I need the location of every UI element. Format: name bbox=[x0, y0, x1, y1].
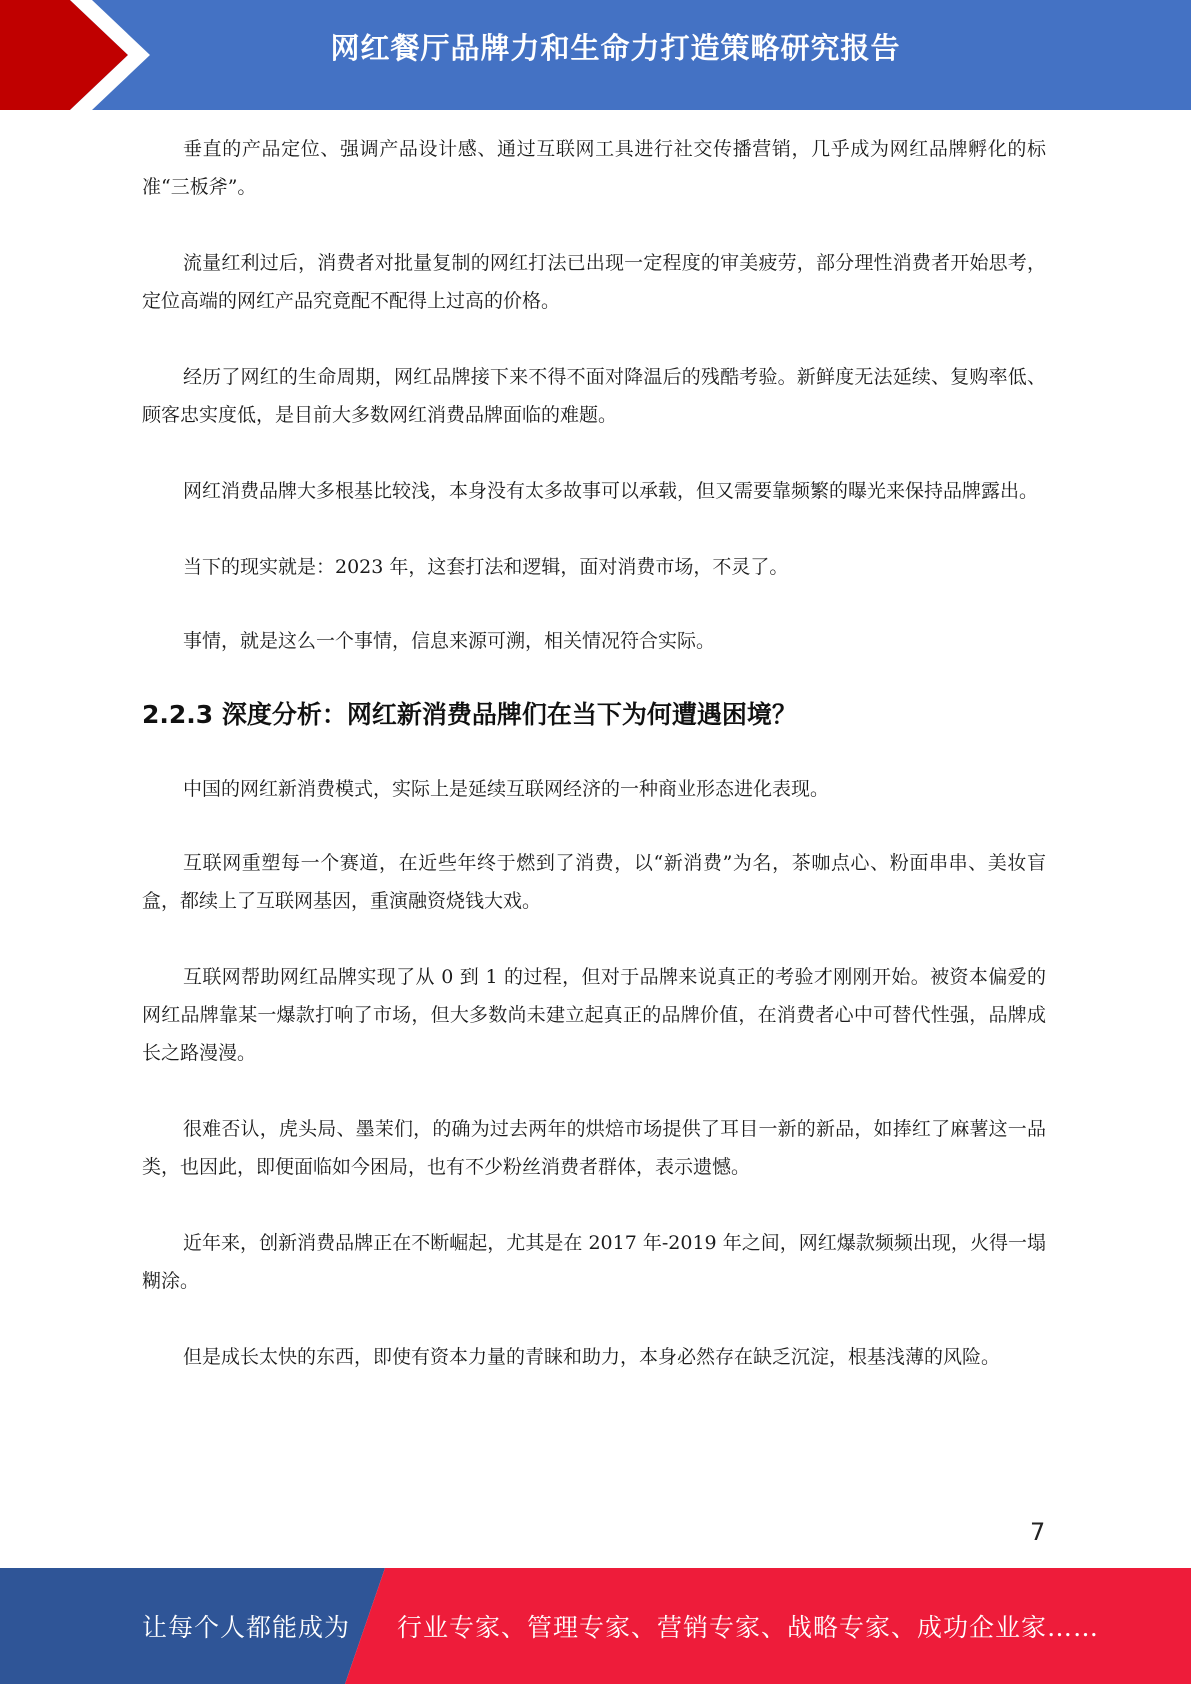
paragraph: 经历了网红的生命周期，网红品牌接下来不得不面对降温后的残酷考验。新鲜度无法延续、复购率低、顾客忠实度低，是目前大多数网红消费品牌面临的难题。 bbox=[142, 366, 1046, 426]
page-header bbox=[0, 0, 1191, 110]
section-heading: 2.2.3 深度分析：网红新消费品牌们在当下为何遭遇困境？ bbox=[142, 700, 797, 729]
footer-slogan-left: 让每个人都能成为 bbox=[142, 1613, 351, 1642]
document-body bbox=[142, 130, 1046, 1376]
paragraph: 垂直的产品定位、强调产品设计感、通过互联网工具进行社交传播营销，几乎成为网红品牌孵化的标准“三板斧”。 bbox=[142, 138, 1046, 198]
paragraph: 互联网重塑每一个赛道，在近些年终于燃到了消费，以“新消费”为名，茶咖点心、粉面串串、美妆盲盒，都续上了互联网基因，重演融资烧钱大戏。 bbox=[142, 852, 1046, 912]
page-footer bbox=[0, 1568, 1191, 1684]
paragraph: 当下的现实就是：2023 年，这套打法和逻辑，面对消费市场，不灵了。 bbox=[183, 556, 789, 578]
report-title: 网红餐厅品牌力和生命力打造策略研究报告 bbox=[330, 31, 901, 65]
paragraph: 很难否认，虎头局、墨茉们，的确为过去两年的烘焙市场提供了耳目一新的新品，如捧红了麻薯这一品类，也因此，即便面临如今困局，也有不少粉丝消费者群体，表示遗憾。 bbox=[142, 1118, 1046, 1178]
paragraph: 事情，就是这么一个事情，信息来源可溯，相关情况符合实际。 bbox=[183, 630, 716, 652]
paragraph: 中国的网红新消费模式，实际上是延续互联网经济的一种商业形态进化表现。 bbox=[183, 778, 830, 800]
page-number: 7 bbox=[1030, 1518, 1046, 1546]
paragraph: 近年来，创新消费品牌正在不断崛起，尤其是在 2017 年-2019 年之间，网红爆款频频出现，火得一塌糊涂。 bbox=[142, 1232, 1046, 1292]
paragraph: 流量红利过后，消费者对批量复制的网红打法已出现一定程度的审美疲劳，部分理性消费者开始思考，定位高端的网红产品究竟配不配得上过高的价格。 bbox=[142, 252, 1046, 312]
paragraph: 但是成长太快的东西，即使有资本力量的青睐和助力，本身必然存在缺乏沉淀，根基浅薄的风险。 bbox=[183, 1346, 1001, 1368]
chevron-arrow-icon bbox=[0, 0, 160, 110]
footer-slogan-right: 行业专家、管理专家、营销专家、战略专家、成功企业家…… bbox=[397, 1613, 1100, 1642]
paragraph: 互联网帮助网红品牌实现了从 0 到 1 的过程，但对于品牌来说真正的考验才刚刚开始。被资本偏爱的网红品牌靠某一爆款打响了市场，但大多数尚未建立起真正的品牌价值，在消费者心中可替代性强，品牌成长之路漫漫。 bbox=[142, 966, 1046, 1064]
paragraph: 网红消费品牌大多根基比较浅，本身没有太多故事可以承载，但又需要靠频繁的曝光来保持品牌露出。 bbox=[183, 480, 1039, 502]
